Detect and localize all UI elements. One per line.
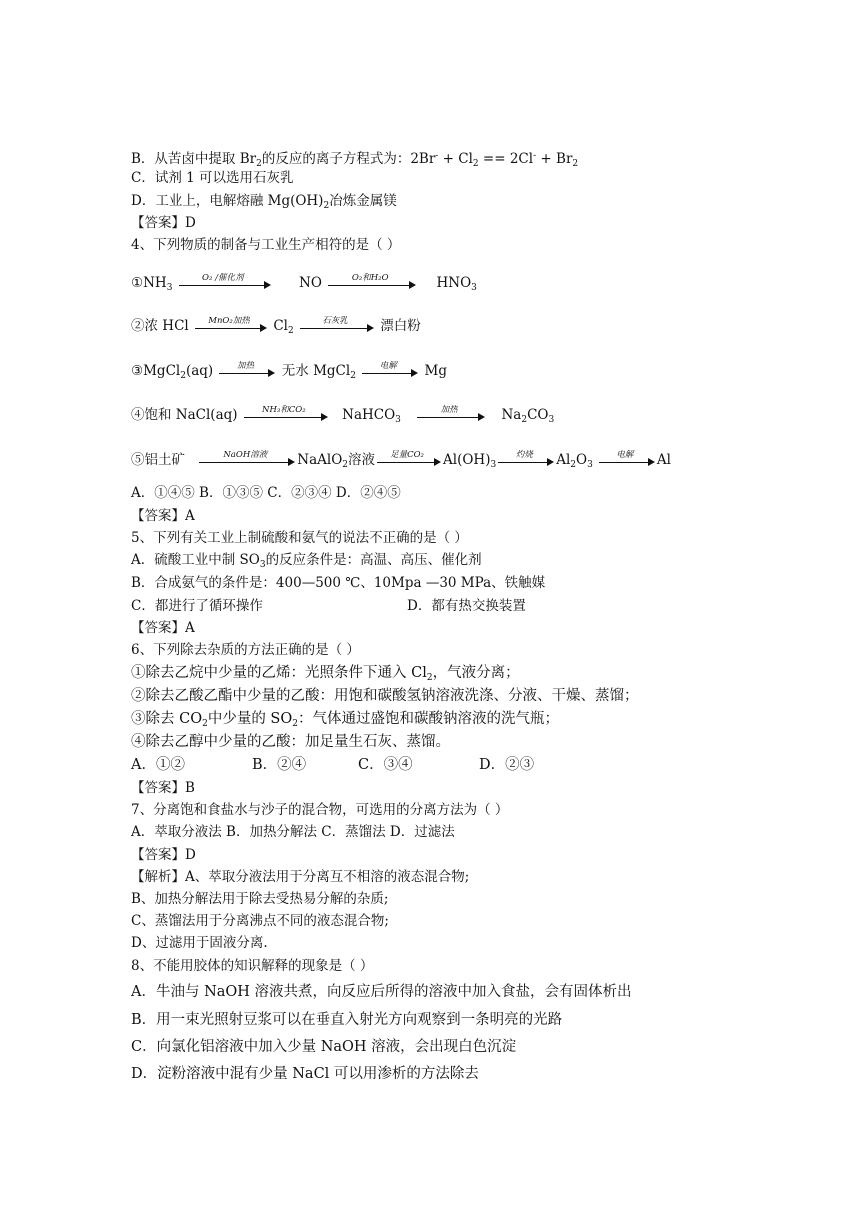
reaction-arrow	[328, 272, 416, 293]
q4-reaction-3	[131, 362, 447, 385]
q4-reaction-2	[131, 317, 421, 340]
q8-option-d: D．淀粉溶液中混有少量 NaCl 可以用渗析的方法除去	[131, 1066, 479, 1082]
q6-options	[131, 756, 534, 774]
subscript: 3	[548, 415, 555, 425]
reaction-arrow	[599, 449, 655, 470]
text: Mg	[424, 363, 447, 379]
q7-analysis-line: C、蒸馏法用于分离沸点不同的液态混合物;	[131, 913, 389, 929]
subscript: 2	[426, 673, 433, 683]
q6-item-1	[131, 664, 520, 687]
subscript: 3	[166, 283, 173, 293]
text: + Br	[536, 151, 573, 167]
option: A．①②	[131, 757, 185, 773]
text: 无水 MgCl	[281, 363, 351, 379]
q6-item-2: ②除去乙酸乙酯中少量的乙酸：用饱和碳酸氢钠溶液洗涤、分液、干燥、蒸馏；	[131, 688, 639, 704]
q4-reaction-5	[131, 451, 671, 474]
q5-option-a	[131, 551, 482, 574]
q4-stem: 4、下列物质的制备与工业生产相符的是（ ）	[131, 237, 401, 253]
q6-item-3	[131, 710, 559, 733]
q8-stem: 8、不能用胶体的知识解释的现象是（ ）	[131, 958, 374, 974]
q8-option-c: C．向氯化铝溶液中加入少量 NaOH 溶液，会出现白色沉淀	[131, 1039, 517, 1055]
text: ③除去 CO	[131, 711, 203, 727]
q6-item-4: ④除去乙醇中少量的乙酸：加足量生石灰、蒸馏。	[131, 734, 450, 750]
text: Al	[556, 452, 571, 468]
text: ：气体通过盛饱和碳酸钠溶液的洗气瓶；	[298, 711, 559, 727]
text: NaHCO	[342, 407, 396, 423]
text: Al(OH)	[443, 452, 491, 468]
text: ①NH	[131, 275, 167, 291]
reaction-arrow	[244, 404, 328, 425]
reaction-arrow	[417, 404, 485, 425]
text: 的反应条件是：高温、高压、催化剂	[265, 552, 482, 568]
q6-answer: 【答案】B	[131, 780, 195, 796]
text: ③MgCl	[131, 363, 181, 379]
subscript: 2	[292, 719, 298, 729]
subscript: 3	[259, 560, 266, 570]
option: C．③④	[358, 757, 413, 773]
arrow-label: 加热	[440, 404, 458, 415]
reaction-arrow	[300, 315, 374, 336]
text: ④饱和 NaCl(aq)	[131, 407, 238, 423]
q3-option-d	[131, 192, 397, 215]
text: 冶炼金属镁	[329, 193, 397, 209]
superscript: -	[435, 151, 439, 161]
reaction-arrow	[362, 360, 418, 381]
option: D．②③	[479, 757, 535, 773]
arrow-label: NH₃和CO₂	[262, 404, 306, 415]
text: 溶液	[348, 452, 376, 468]
superscript: -	[533, 151, 537, 161]
text: NaAlO	[297, 452, 343, 468]
text: ⑤铝土矿	[131, 452, 185, 468]
subscript: 2	[256, 159, 262, 169]
q7-analysis-line: 【解析】A、萃取分液法用于分离互不相溶的液态混合物;	[131, 869, 470, 885]
q3-answer: 【答案】D	[131, 215, 196, 231]
q4-reaction-1	[131, 274, 477, 297]
subscript: 2	[202, 719, 208, 729]
text: Cl	[273, 318, 288, 334]
reaction-arrow	[219, 360, 275, 381]
q7-stem: 7、分离饱和食盐水与沙子的混合物，可选用的分离方法为（ ）	[131, 802, 509, 818]
text: HNO	[436, 275, 472, 291]
text: + Cl	[438, 151, 473, 167]
text: ，气液分离；	[432, 665, 520, 681]
reaction-arrow	[199, 449, 295, 470]
q7-options: A．萃取分液法 B．加热分解法 C．蒸馏法 D．过滤法	[131, 824, 455, 840]
arrow-label: O₂和H₂O	[351, 272, 389, 283]
subscript: 3	[471, 283, 477, 293]
text: ①除去乙烷中少量的乙烯：光照条件下通入 Cl	[131, 665, 427, 681]
q7-analysis-line: D、过滤用于固液分离.	[131, 935, 268, 951]
q5-option-d: D．都有热交换装置	[407, 598, 526, 614]
q4-options: A．①④⑤ B．①③⑤ C．②③④ D．②④⑤	[131, 485, 401, 501]
subscript: 3	[395, 415, 401, 425]
subscript: 2	[180, 371, 186, 381]
arrow-label: 足量CO₂	[390, 449, 424, 460]
text: 漂白粉	[380, 318, 421, 334]
reaction-arrow	[377, 449, 441, 470]
arrow-label: 灼烧	[515, 449, 533, 460]
text: O	[576, 452, 588, 468]
text: ②浓 HCl	[131, 318, 189, 334]
arrow-label: MnO₂加热	[208, 315, 250, 326]
text: 的反应的离子方程式为：2Br	[261, 151, 436, 167]
subscript: 2	[472, 159, 479, 169]
q7-analysis-line: B、加热分解法用于除去受热易分解的杂质;	[131, 891, 389, 907]
text: == 2Cl	[478, 151, 534, 167]
subscript: 3	[490, 460, 497, 470]
arrow-label: NaOH溶液	[223, 449, 268, 460]
subscript: 2	[287, 326, 294, 336]
subscript: 2	[570, 460, 577, 470]
subscript: 2	[521, 415, 528, 425]
arrow-label: 电解	[379, 360, 397, 371]
arrow-label: 电解	[616, 449, 634, 460]
text: A．硫酸工业中制 SO	[131, 552, 260, 568]
subscript: 2	[323, 201, 330, 211]
q5-option-b: B．合成氨气的条件是：400—500 ℃、10Mpa —30 MPa、铁触媒	[131, 575, 546, 591]
reaction-arrow	[498, 449, 554, 470]
text: NO	[299, 275, 322, 291]
q5-stem: 5、下列有关工业上制硫酸和氨气的说法不正确的是（ ）	[131, 530, 468, 546]
text: 中少量的 SO	[207, 711, 293, 727]
option: B．②④	[252, 757, 307, 773]
reaction-arrow	[179, 272, 271, 293]
text: D．工业上，电解熔融 Mg(OH)	[131, 193, 324, 209]
arrow-label: O₂ /催化剂	[202, 272, 244, 283]
text: Al	[656, 452, 671, 468]
q8-option-a: A．牛油与 NaOH 溶液共煮，向反应后所得的溶液中加入食盐，会有固体析出	[131, 984, 632, 1000]
q5-answer: 【答案】A	[131, 620, 195, 636]
arrow-label: 加热	[236, 360, 254, 371]
q3-option-c: C．试剂 1 可以选用石灰乳	[131, 170, 294, 186]
q6-stem: 6、下列除去杂质的方法正确的是（ ）	[131, 642, 360, 658]
text: CO	[527, 407, 549, 423]
arrow-label: 石灰乳	[322, 315, 348, 326]
q5-option-c: C．都进行了循环操作	[131, 598, 263, 614]
q4-reaction-4	[131, 406, 554, 429]
text: (aq)	[185, 363, 214, 379]
text: Na	[501, 407, 522, 423]
q4-answer: 【答案】A	[131, 508, 195, 524]
subscript: 2	[572, 159, 579, 169]
text: B．从苦卤中提取 Br	[131, 151, 257, 167]
subscript: 2	[350, 371, 356, 381]
q8-option-b: B．用一束光照射豆浆可以在垂直入射光方向观察到一条明亮的光路	[131, 1012, 563, 1028]
subscript: 2	[342, 460, 349, 470]
subscript: 3	[587, 460, 593, 470]
q7-answer: 【答案】D	[131, 847, 196, 863]
reaction-arrow	[195, 315, 267, 336]
